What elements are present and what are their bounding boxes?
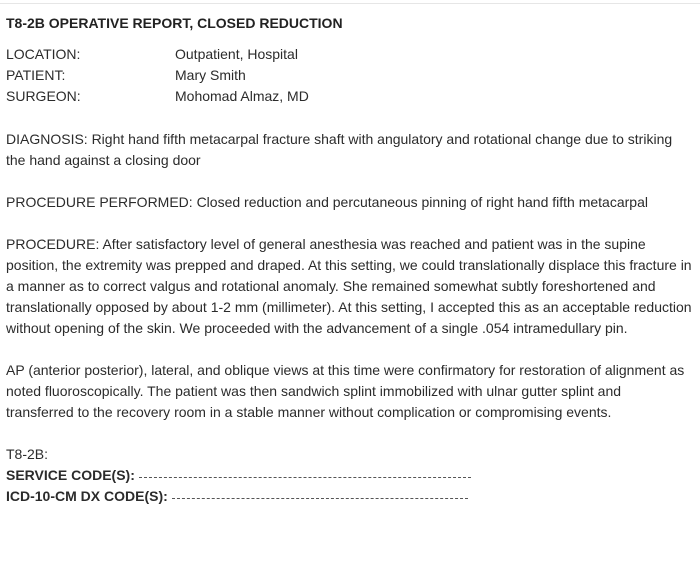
patient-label: PATIENT:	[6, 67, 66, 83]
icd-code-line	[6, 486, 692, 507]
case-label-line	[6, 444, 692, 465]
icd-code-blank[interactable]	[172, 486, 468, 499]
service-code-line	[6, 465, 692, 486]
header-row-location	[6, 44, 692, 65]
ap-views-paragraph: AP (anterior posterior), lateral, and oblique views at this time were confirmatory for restoration of alignment as noted fluoroscopically. The patient was then sandwich splint immobilized with ulnar gutter splint and transferred to the recovery room in a stable manner without complication or compromising events.	[6, 362, 685, 420]
patient-value: Mary Smith	[175, 67, 246, 83]
case-label: T8-2B:	[6, 446, 49, 462]
report-title: T8-2B OPERATIVE REPORT, CLOSED REDUCTION	[6, 15, 343, 31]
procedure-performed-paragraph: PROCEDURE PERFORMED: Closed reduction and percutaneous pinning of right hand fifth metacarpal	[6, 194, 648, 210]
header-row-surgeon	[6, 86, 692, 107]
top-divider	[0, 3, 700, 4]
report-header	[6, 44, 692, 107]
location-label: LOCATION:	[6, 46, 81, 62]
surgeon-label: SURGEON:	[6, 88, 81, 104]
service-code-label: SERVICE CODE(S):	[6, 467, 135, 483]
icd-code-label: ICD-10-CM DX CODE(S):	[6, 488, 168, 504]
diagnosis-paragraph: DIAGNOSIS: Right hand fifth metacarpal fracture shaft with angulatory and rotational change due to striking the hand against a closing door	[6, 131, 673, 168]
service-code-blank[interactable]	[139, 465, 471, 478]
operative-report	[6, 12, 692, 507]
header-row-patient	[6, 65, 692, 86]
surgeon-value: Mohomad Almaz, MD	[175, 88, 309, 104]
coding-section	[6, 444, 692, 507]
location-value: Outpatient, Hospital	[175, 46, 298, 62]
procedure-paragraph: PROCEDURE: After satisfactory level of general anesthesia was reached and patient was in the supine position, the extremity was prepped and draped. At this setting, we could translationally displace this fracture in a manner as to correct valgus and rotational anomaly. She remained somewhat subtly foreshortened and translationally opposed by about 1-2 mm (millimeter). At this setting, I accepted this as an acceptable reduction without opening of the skin. We proceeded with the advancement of a single .054 intramedullary pin.	[6, 236, 692, 336]
